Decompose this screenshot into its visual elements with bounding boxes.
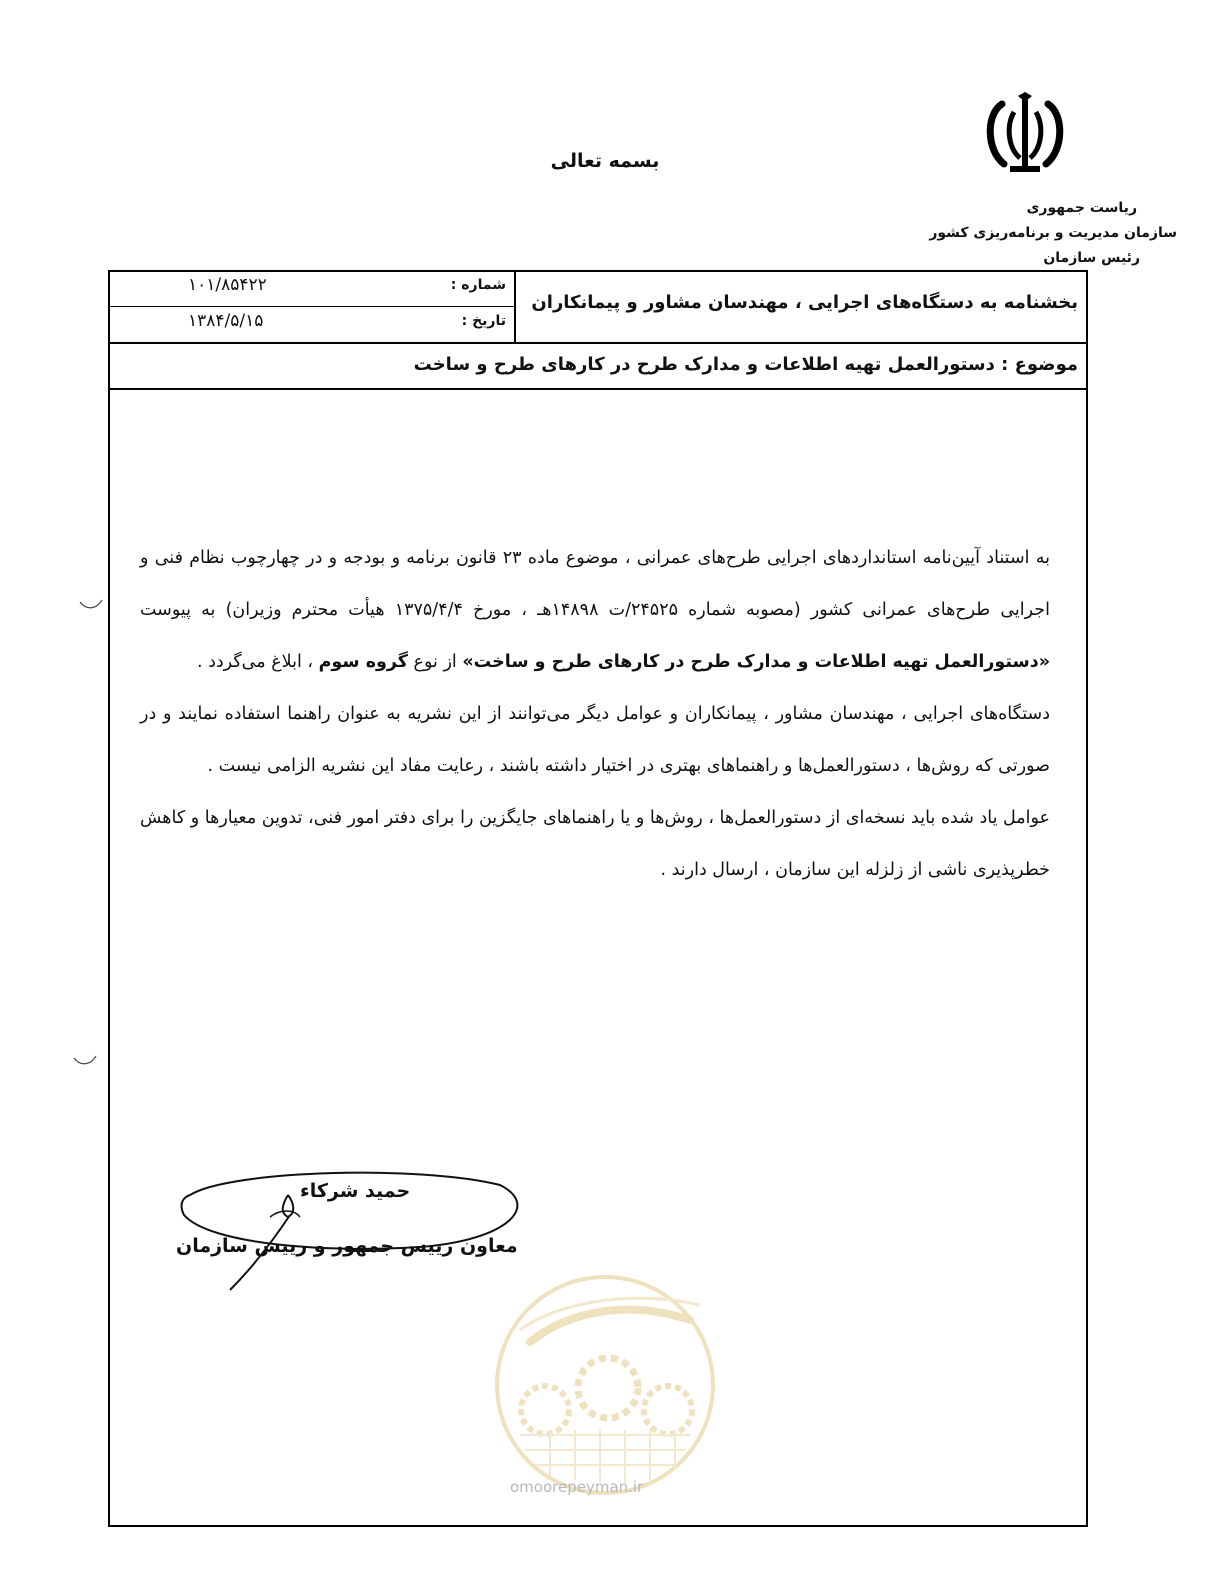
signatory-title: معاون رییس جمهور و رییس سازمان: [176, 1235, 518, 1257]
date-row: [108, 306, 514, 342]
p1-text-a: به استناد آیین‌نامه استانداردهای اجرایی طرح‌های عمرانی ، موضوع ماده ۲۳ قانون برنامه و بودجه و در چهارچوب نظام فنی و اجرایی طرح‌های عمرانی کشور (مصوبه شماره ۲۴۵۲۵/ت ۱۴۸۹۸هـ ، مورخ ۱۳۷۵/۴/۴ هیأت محترم وزیران) به پیوست: [140, 548, 1051, 620]
letterhead-org: [929, 196, 1177, 271]
reference-box: [108, 270, 516, 342]
iran-emblem-icon: [980, 92, 1070, 174]
number-value: ۱۰۱/۸۵۴۲۲: [188, 275, 267, 295]
document-title: «دستورالعمل تهیه اطلاعات و مدارک طرح در کارهای طرح و ساخت»: [462, 652, 1050, 672]
basmala-heading: بسمه تعالی: [550, 150, 660, 172]
date-value: ۱۳۸۴/۵/۱۵: [188, 311, 264, 331]
date-label: تاریخ :: [461, 313, 506, 329]
subject-line: موضوع : دستورالعمل تهیه اطلاعات و مدارک طرح در کارهای طرح و ساخت: [413, 354, 1078, 375]
group-label: گروه سوم: [318, 652, 408, 672]
paragraph-1: [140, 532, 1050, 688]
watermark-seal: [490, 1270, 720, 1500]
letter-body: [140, 532, 1050, 896]
scan-mark: [78, 598, 104, 612]
subject-row: [108, 344, 1088, 390]
head-of-organization-line: رئیس سازمان: [1043, 250, 1140, 266]
presidency-line: ریاست جمهوری: [1026, 200, 1137, 216]
scan-mark: [72, 1054, 98, 1068]
addressee-line: بخشنامه به دستگاه‌های اجرایی ، مهندسان مشاور و پیمانکاران: [531, 292, 1078, 313]
number-row: [108, 270, 514, 307]
watermark-url: omoorepeyman.ir: [510, 1478, 644, 1496]
paragraph-2: دستگاه‌های اجرایی ، مهندسان مشاور ، پیمانکاران و عوامل دیگر می‌توانند از این نشریه به عنوان راهنما استفاده نمایند و در صورتی که روش‌ها ، دستورالعمل‌ها و راهنماهای بهتری در اختیار داشته باشند ، رعایت مفاد این نشریه الزامی نیست .: [140, 704, 1050, 776]
number-label: شماره :: [450, 277, 506, 293]
paragraph-3: عوامل یاد شده باید نسخه‌ای از دستورالعمل‌ها ، روش‌ها و یا راهنماهای جایگزین را برای دفتر امور فنی، تدوین معیارها و کاهش خطرپذیری ناشی از زلزله این سازمان ، ارسال دارند .: [140, 808, 1050, 880]
p1-text-c: از نوع: [407, 652, 463, 672]
header-row: [108, 270, 1088, 344]
p1-text-e: ، ابلاغ می‌گردد .: [196, 652, 319, 672]
signatory-name: حمید شرکاء: [300, 1180, 411, 1202]
organization-line: سازمان مدیریت و برنامه‌ریزی کشور: [929, 225, 1177, 241]
